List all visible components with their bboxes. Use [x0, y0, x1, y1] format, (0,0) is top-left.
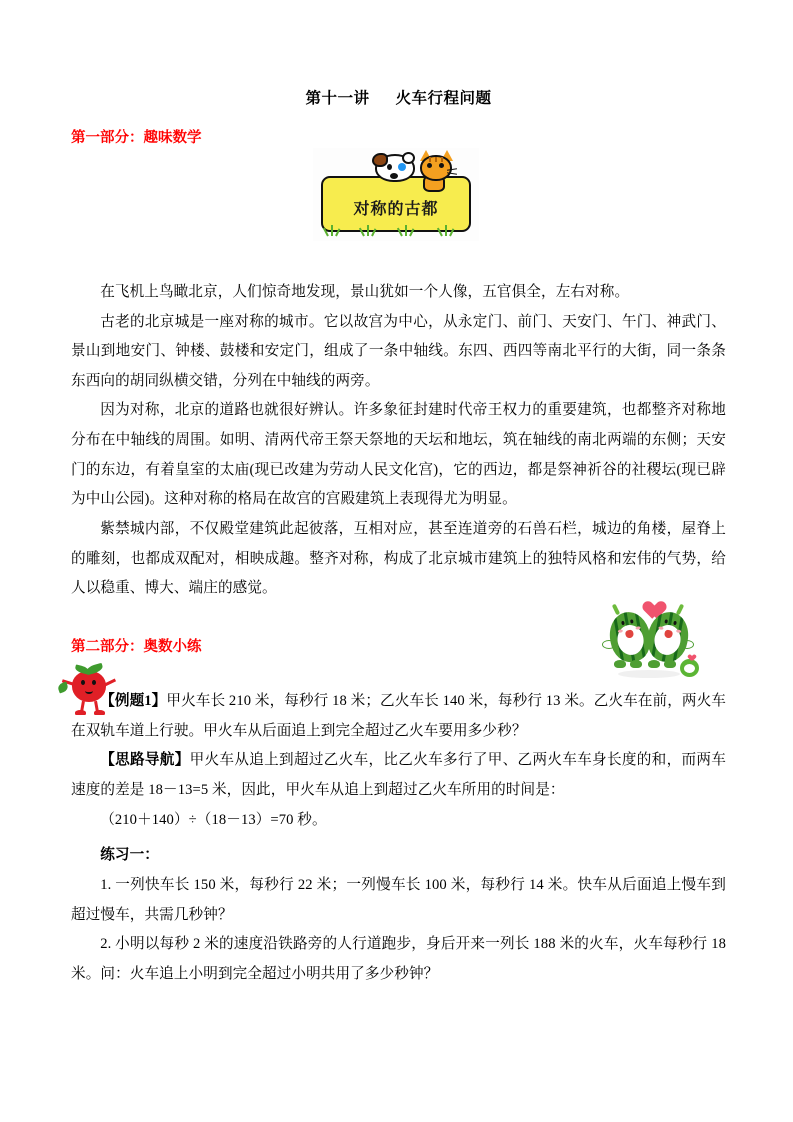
apple-character-icon [58, 661, 126, 721]
grass-icon [325, 225, 339, 236]
grass-icon [439, 225, 453, 236]
practice-label: 练习一： [100, 847, 159, 864]
formula-line: （210＋140）÷（18－13）=70 秒。 [100, 811, 327, 828]
page-title-main: 火车行程问题 [395, 90, 492, 107]
grass-icon [361, 225, 375, 236]
guide-label: 【思路导航】 [100, 752, 190, 769]
body-paragraph-1: 在飞机上鸟瞰北京，人们惊奇地发现，景山犹如一个人像，五官俱全，左右对称。 [100, 283, 630, 300]
grass-icon [399, 225, 413, 236]
section-heading-1: 第一部分：趣味数学 [71, 129, 202, 146]
example-1-text: 甲火车长 210 米，每秒行 18 米；乙火车长 140 米，每秒行 13 米。乙火车在前，两火车在双轨车道上行驶。甲火车从后面追上到完全超过乙火车要用多少秒？ [71, 693, 726, 739]
practice-item-2: 2. 小明以每秒 2 米的速度沿铁路旁的人行道跑步，身后开来一列长 188 米的火车，火车每秒行 18 米。问：火车追上小明到完全超过小明共用了多少秒钟？ [71, 936, 726, 982]
practice-item-1: 1. 一列快车长 150 米，每秒行 22 米；一列慢车长 100 米，每秒行 14 米。快车从后面追上慢车到超过慢车，共需几秒钟？ [71, 876, 726, 923]
cat-icon [417, 150, 457, 190]
guide-paragraph [71, 746, 726, 805]
body-paragraph-3: 因为对称，北京的道路也就很好辨认。许多象征封建时代帝王权力的重要建筑，也都整齐对称地分布在中轴线的周围。如明、清两代帝王祭天祭地的天坛和地坛，筑在轴线的南北两端的东侧；天安门的东边，有着皇室的太庙(现已改建为劳动人民文化宫)，它的西边，都是祭神祈谷的社稷坛(现已辟为中山公园)。这种对称的格局在故宫的宫殿建筑上表现得尤为明显。 [71, 402, 726, 508]
mini-heart-icon [686, 652, 694, 659]
example-1-label: 【例题1】 [100, 693, 167, 710]
guide-text: 甲火车从追上到超过乙火车，比乙火车多行了甲、乙两火车车身长度的和，而两车速度的差是 18－13=5 米，因此，甲火车从追上到超过乙火车所用的时间是： [71, 752, 726, 799]
page-title [71, 88, 726, 110]
page-title-prefix: 第十一讲 [305, 90, 370, 107]
symmetry-illustration [313, 148, 479, 241]
mini-watermelon-icon [680, 656, 699, 678]
body-paragraph-4: 紫禁城内部，不仅殿堂建筑此起彼落，互相对应，甚至连道旁的石兽石栏，城边的角楼，屋脊上的雕刻，也都成双配对，相映成趣。整齐对称，构成了北京城市建筑上的独特风格和宏伟的气势，给人以稳重、博大、端庄的感觉。 [71, 520, 726, 597]
example-1-paragraph [71, 687, 726, 746]
body-paragraph-2: 古老的北京城是一座对称的城市。它以故宫为中心，从永定门、前门、天安门、午门、神武门、景山到地安门、钟楼、鼓楼和安定门，组成了一条中轴线。东四、西四等南北平行的大街，同一条条东西向的胡同纵横交错，分列在中轴线的两旁。 [71, 313, 726, 389]
heart-icon [638, 594, 660, 614]
dog-icon [373, 152, 417, 184]
section-heading-2: 第二部分：奥数小练 [71, 638, 202, 655]
watermelon-characters-icon [600, 594, 703, 682]
sign-label: 对称的古都 [353, 201, 439, 218]
